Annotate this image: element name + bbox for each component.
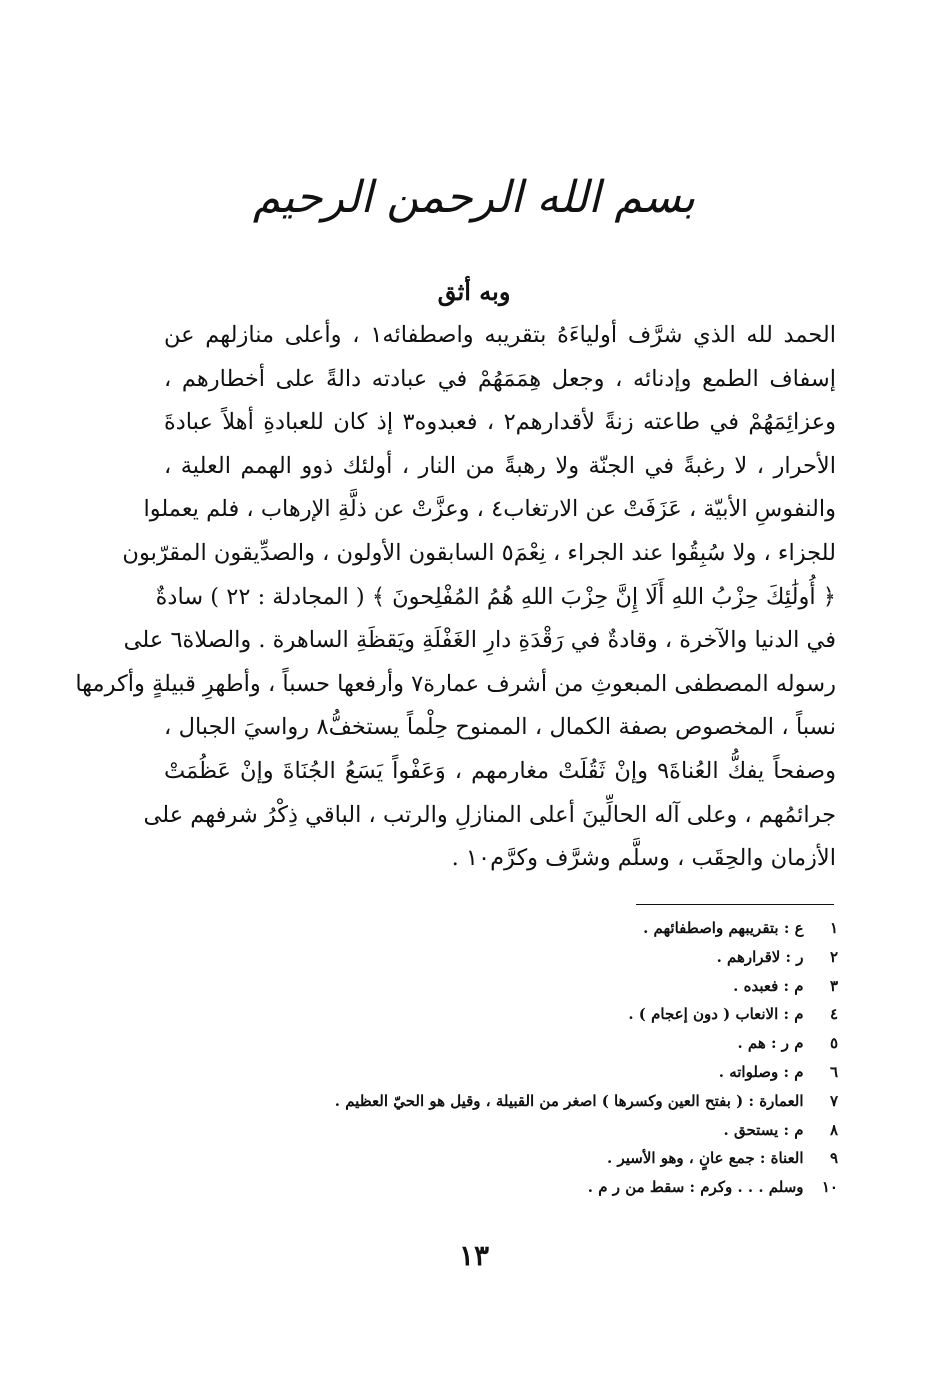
- footnote: [318, 1116, 838, 1145]
- body-line: إسفاف الطمع وإدنائه ، وجعل هِمَمَهُمْ في عبادته دالةً على أخطارهم ،: [164, 365, 836, 392]
- footnote: [318, 1144, 838, 1173]
- footnote-text: م : يستحق .: [723, 1120, 804, 1139]
- body-text: [75, 314, 837, 881]
- body-line: في الدنيا والآخرة ، وقادةٌ في رَقْدَةِ دارِ الغَفْلَةِ ويَقظَةِ الساهرة . والصلاة٦ على: [123, 627, 836, 654]
- footnote: [318, 1087, 838, 1116]
- body-line: ﴿ أُولَٰئِكَ حِزْبُ اللهِ أَلَا إِنَّ حِزْبَ اللهِ هُمُ المُفْلِحونَ ﴾ ( المجادلة : ٢٢ ) سادةٌ: [155, 583, 836, 610]
- footnote: [318, 1173, 838, 1202]
- footnote-divider: [636, 904, 834, 905]
- footnote: [318, 1029, 838, 1058]
- footnote-number: ٥: [829, 1034, 838, 1053]
- body-line: الأزمان والحِقَب ، وسلَّم وشرَّف وكرَّم١٠ .: [451, 845, 836, 872]
- footnote-number: ٦: [829, 1062, 838, 1081]
- footnote-text: م ر : هم .: [737, 1034, 804, 1053]
- footnote-number: ١٠: [821, 1178, 838, 1197]
- basmala-heading: بسم الله الرحمن الرحيم: [252, 172, 696, 223]
- footnote-text: ع : بتقريبهم واصطفائهم .: [643, 919, 804, 937]
- body-line: للجزاء ، ولا سُبِقُوا عند الجراء ، نِعْمَ٥ السابقون الأولون ، والصدِّيقون المقرّبون: [122, 539, 836, 566]
- footnote-number: ٢: [829, 947, 838, 966]
- footnote-text: العمارة : ( بفتح العين وكسرها ) اصغر من القبيلة ، وقيل هو الحيّ العظيم .: [334, 1091, 804, 1110]
- footnote-number: ١: [829, 919, 838, 937]
- footnote-number: ٩: [829, 1149, 838, 1168]
- body-line: رسوله المصطفى المبعوثِ من أشرف عمارة٧ وأرفعها حسباً ، وأطهرِ قبيلةٍ وأكرمها: [75, 670, 836, 697]
- body-line: نسباً ، المخصوص بصفة الكمال ، الممنوح حِلْماً يستخفُّ٨ رواسيَ الجبال ،: [164, 714, 836, 741]
- body-line: الأحرار ، لا رغبةً في الجنّة ولا رهبةً من النار ، أولئك ذوو الهمم العلية ،: [164, 452, 836, 479]
- footnote-number: ٨: [829, 1120, 838, 1139]
- footnote: [318, 972, 838, 1001]
- footnote: [318, 1000, 838, 1029]
- body-line: جرائمُهم ، وعلى آله الحالِّينَ أعلى المنازلِ والرتب ، الباقي ذِكْرُ شرفهم على: [143, 801, 836, 828]
- footnote-number: ٤: [829, 1005, 838, 1024]
- footnote: [318, 914, 838, 943]
- body-line: الحمد لله الذي شرَّف أولياءَهُ بتقريبه واصطفائه١ ، وأعلى منازلهم عن: [164, 322, 836, 348]
- subheading: وبه أثق: [437, 277, 511, 306]
- body-line: وصفحاً يفكُّ العُناةَ٩ وإنْ ثَقُلَتْ مغارمهم ، وَعَفْواً يَسَعُ الجُنَاةَ وإنْ عَظُمَتْ: [164, 757, 836, 784]
- footnote-text: م : الانعاب ( دون إعجام ) .: [628, 1005, 804, 1024]
- footnote: [318, 943, 838, 972]
- footnote-number: ٧: [829, 1091, 838, 1110]
- footnote: [318, 1058, 838, 1087]
- footnote-text: ر : لاقرارهم .: [716, 947, 804, 966]
- body-line: والنفوسِ الأبيّة ، عَزَفَتْ عن الارتغاب٤ ، وعزَّتْ عن ذلَّةِ الإرهاب ، فلم يعملوا: [143, 496, 836, 523]
- footnote-text: العناة : جمع عانٍ ، وهو الأسير .: [607, 1149, 804, 1168]
- footnote-text: وسلم . . . وكرم : سقط من ر م .: [587, 1178, 804, 1197]
- body-line: وعزائِمَهُمْ في طاعته زنةً لأقدارهم٢ ، فعبدوه٣ إذ كان للعبادةِ أهلاً عبادةَ: [164, 409, 837, 436]
- footnote-text: م : فعبده .: [733, 976, 804, 995]
- page-number: ١٣: [458, 1239, 490, 1272]
- footnote-text: م : وصلواته .: [718, 1062, 804, 1081]
- footnotes: [318, 914, 838, 1202]
- footnote-number: ٣: [829, 976, 838, 995]
